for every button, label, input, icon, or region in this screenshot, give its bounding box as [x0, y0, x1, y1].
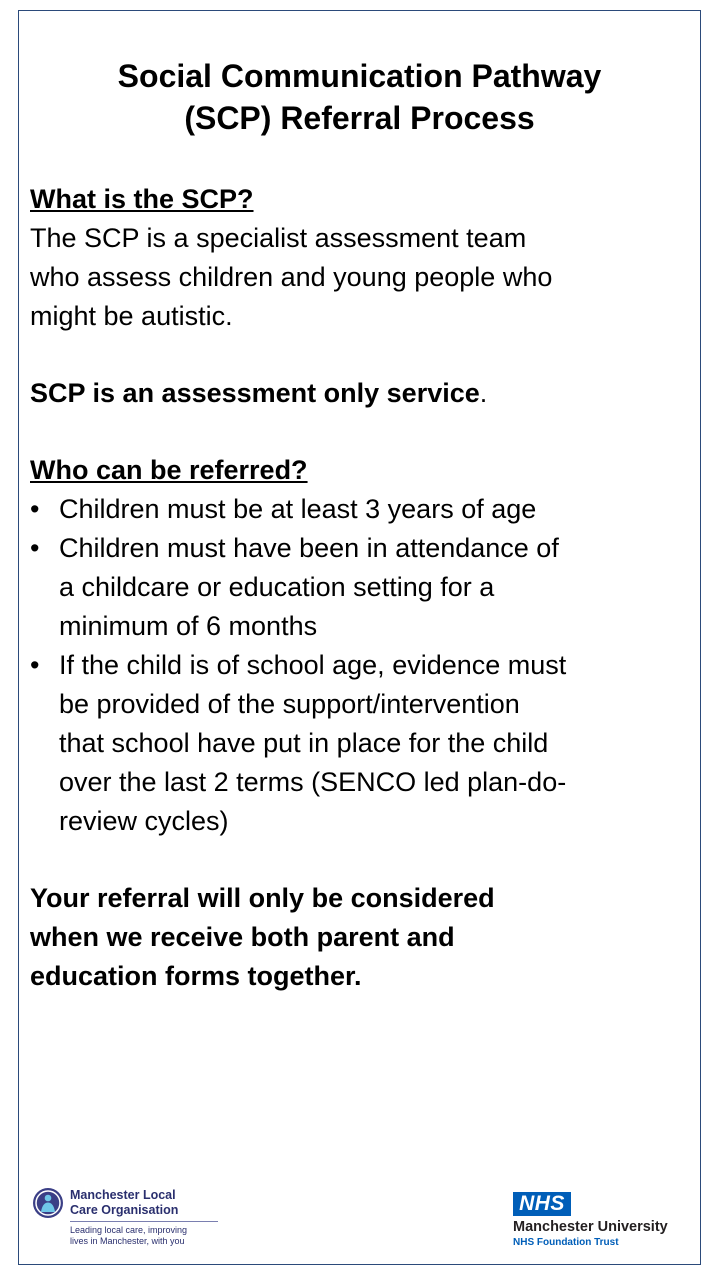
what-body-line: who assess children and young people who — [30, 262, 553, 292]
bullet-icon: • — [30, 533, 40, 563]
assessment-only-statement — [30, 374, 680, 413]
what-body-line: might be autistic. — [30, 301, 233, 331]
nhs-badge: NHS — [513, 1192, 571, 1216]
list-item-line: review cycles) — [59, 806, 229, 836]
what-body — [30, 219, 680, 336]
title-line-1: Social Communication Pathway — [117, 58, 602, 94]
mlco-name-line: Care Organisation — [70, 1203, 179, 1217]
list-item-line: Children must be at least 3 years of age — [59, 494, 537, 524]
list-item — [30, 646, 680, 841]
bullet-icon: • — [30, 650, 40, 680]
mlco-divider — [70, 1221, 218, 1222]
assessment-only-bold: SCP is an assessment only service — [30, 378, 480, 408]
list-item-line: If the child is of school age, evidence must — [59, 650, 567, 680]
list-item-line: be provided of the support/intervention — [59, 689, 520, 719]
assessment-only-tail: . — [479, 378, 488, 408]
list-item-line: minimum of 6 months — [59, 611, 318, 641]
closing-line: Your referral will only be considered — [30, 883, 495, 913]
person-circle-logo-icon — [32, 1187, 64, 1219]
nhs-trust-name: NHS Foundation Trust — [513, 1237, 619, 1248]
bullet-icon: • — [30, 494, 40, 524]
mlco-tagline — [70, 1225, 187, 1247]
list-item — [30, 490, 680, 529]
mlco-tagline-line: Leading local care, improving — [70, 1225, 188, 1235]
closing-statement — [30, 879, 680, 996]
eligibility-list — [30, 490, 680, 841]
what-heading: What is the SCP? — [30, 184, 254, 214]
page-title — [18, 55, 701, 139]
who-heading: Who can be referred? — [30, 455, 308, 485]
nhs-org-name: Manchester University — [513, 1219, 668, 1235]
mlco-name — [70, 1188, 178, 1218]
closing-line: when we receive both parent and — [30, 922, 455, 952]
list-item-line: a childcare or education setting for a — [59, 572, 495, 602]
list-item-line: over the last 2 terms (SENCO led plan-do- — [59, 767, 567, 797]
nhs-logo — [513, 1192, 693, 1252]
list-item-line: Children must have been in attendance of — [59, 533, 559, 563]
main-content — [30, 180, 680, 996]
mlco-name-line: Manchester Local — [70, 1188, 176, 1202]
mlco-logo — [32, 1185, 232, 1255]
title-line-2: (SCP) Referral Process — [184, 100, 535, 136]
list-item-line: that school have put in place for the child — [59, 728, 549, 758]
what-body-line: The SCP is a specialist assessment team — [30, 223, 527, 253]
closing-line: education forms together. — [30, 961, 362, 991]
list-item — [30, 529, 680, 646]
mlco-tagline-line: lives in Manchester, with you — [70, 1236, 185, 1246]
